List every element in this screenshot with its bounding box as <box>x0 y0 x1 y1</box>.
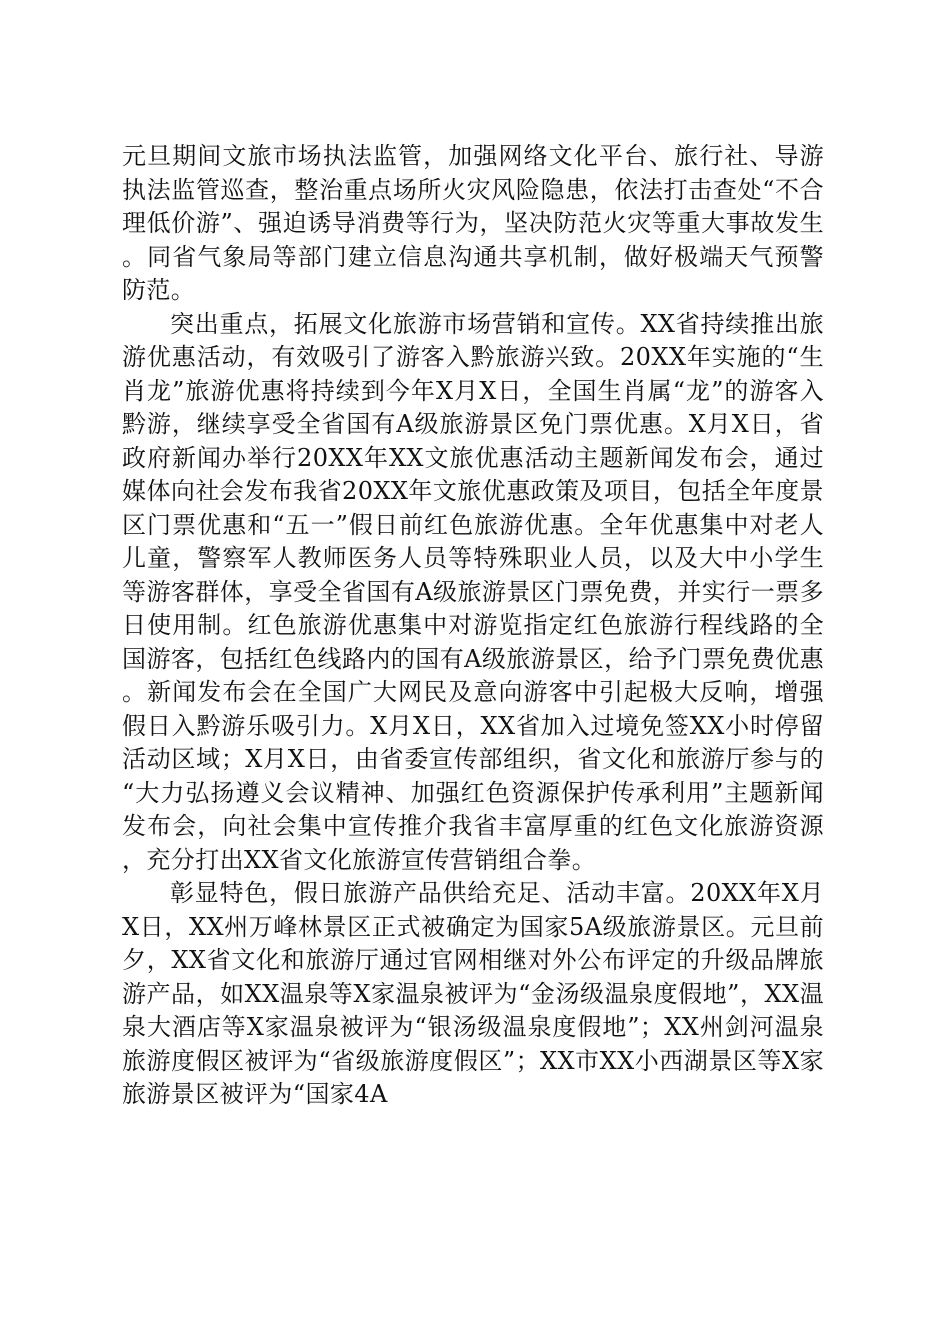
paragraph-marketing-promotion: 突出重点，拓展文化旅游市场营销和宣传。XX省持续推出旅游优惠活动，有效吸引了游客入黔旅游兴致。20XX年实施的“生肖龙”旅游优惠将持续到今年X月X日，全国生肖属“龙”的游客入黔游，继续享受全省国有A级旅游景区免门票优惠。X月X日，省政府新闻办举行20XX年XX文旅优惠活动主题新闻发布会，通过媒体向社会发布我省20XX年文旅优惠政策及项目，包括全年度景区门票优惠和“五一”假日前红色旅游优惠。全年优惠集中对老人儿童，警察军人教师医务人员等特殊职业人员，以及大中小学生等游客群体，享受全省国有A级旅游景区门票免费，并实行一票多日使用制。红色旅游优惠集中对游览指定红色旅游行程线路的全国游客，包括红色线路内的国有A级旅游景区，给予门票免费优惠。新闻发布会在全国广大网民及意向游客中引起极大反响，增强假日入黔游乐吸引力。X月X日，XX省加入过境免签XX小时停留活动区域；X月X日，由省委宣传部组织，省文化和旅游厅参与的“大力弘扬遵义会议精神、加强红色资源保护传承利用”主题新闻发布会，向社会集中宣传推介我省丰富厚重的红色文化旅游资源，充分打出XX省文化旅游宣传营销组合拳。 <box>122 309 824 874</box>
paragraph-holiday-products: 彰显特色，假日旅游产品供给充足、活动丰富。20XX年X月X日，XX州万峰林景区正式被确定为国家5A级旅游景区。元旦前夕，XX省文化和旅游厅通过官网相继对外公布评定的升级品牌旅游产品，如XX温泉等X家温泉被评为“金汤级温泉度假地”，XX温泉大酒店等X家温泉被评为“银汤级温泉度假地”；XX州剑河温泉旅游度假区被评为“省级旅游度假区”；XX市XX小西湖景区等X家旅游景区被评为“国家4A <box>122 879 824 1108</box>
document-body <box>122 140 824 1112</box>
paragraph-continued: 元旦期间文旅市场执法监管，加强网络文化平台、旅行社、导游执法监管巡查，整治重点场所火灾风险隐患，依法打击查处“不合理低价游”、强迫诱导消费等行为，坚决防范火灾等重大事故发生。同省气象局等部门建立信息沟通共享机制，做好极端天气预警防范。 <box>122 142 824 304</box>
